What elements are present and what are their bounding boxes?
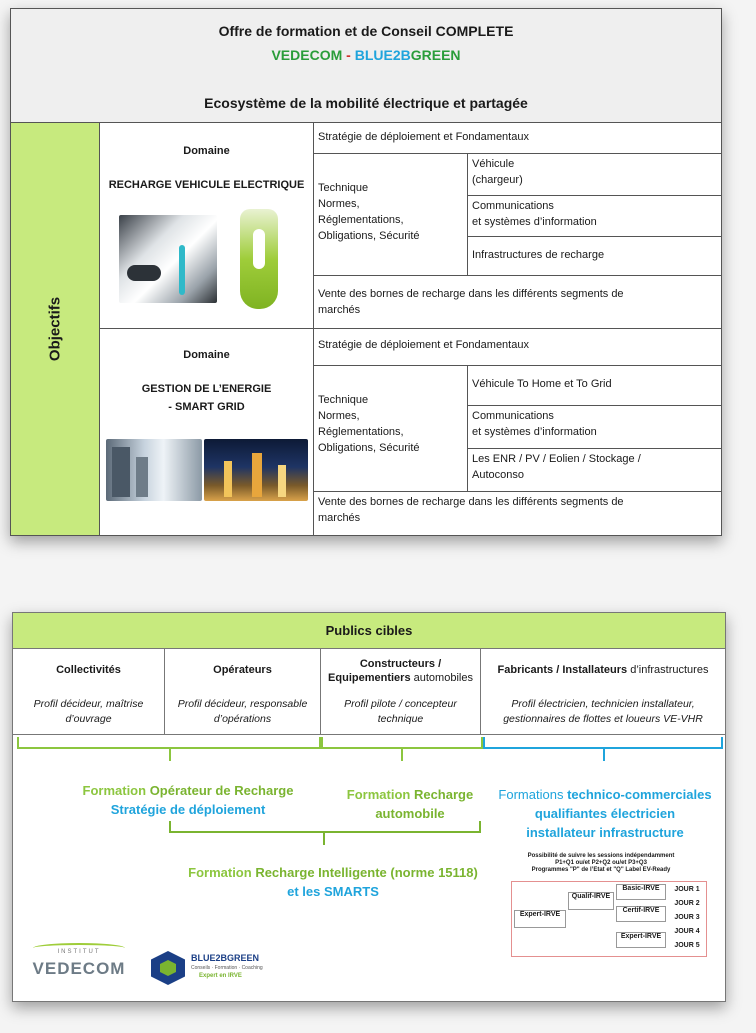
bracket-stem [169,749,171,761]
technique-line: Technique [318,182,369,194]
title-extra: d’infrastructures [627,664,709,676]
city-buildings-photo [106,439,202,501]
domain-label: Domaine [183,349,230,361]
profile-line: Profil décideur, responsable [177,698,308,710]
item-line: Communications [472,410,554,422]
note-line: Programmes "P" de l’Etat et "Q" Label EV-Ready [531,867,671,873]
session-note [519,853,683,874]
title-line: Fabricants / Installateurs [497,664,628,676]
jour-label: JOUR 3 [674,914,700,921]
charging-station-photo [240,209,278,309]
public-profile [165,697,320,727]
technique-cell [313,366,467,492]
session-basic: Basic-IRVE [616,884,666,900]
vente-line: marchés [318,304,361,316]
formation-text: Formations [498,787,568,802]
brand-green: GREEN [410,47,461,63]
item-line: (chargeur) [472,174,523,186]
formation-text: installateur infrastructure [526,825,684,840]
formation-text: Formation [82,783,150,798]
public-constructeurs [321,649,481,735]
domain-name: RECHARGE VEHICULE ELECTRIQUE [108,179,305,191]
bracket-intelligente [169,821,481,833]
profile-line: Profil pilote / concepteur [344,698,457,710]
strategie-cell: Stratégie de déploiement et Fondamentaux [313,123,721,154]
public-fabricants [481,649,725,735]
objectifs-column [11,123,100,535]
publics-card [12,612,726,1002]
brand-blue2b: BLUE2B [354,47,411,63]
title-line: Equipementiers [328,672,411,684]
vedecom-name: VEDECOM [32,959,126,978]
blue2b-name: BLUE2BGREEN [191,953,260,963]
public-title [481,663,725,677]
session-certif: Certif-IRVE [616,906,666,922]
brand-vedecom: VEDECOM [271,47,343,63]
vedecom-logo [23,939,135,991]
technique-line: Réglementations, [318,214,404,226]
session-expert-2: Expert-IRVE [616,932,666,948]
public-title [321,657,480,685]
item-cell [467,449,721,492]
technique-line: Technique [318,394,369,406]
vente-cell [313,492,721,535]
bracket-fabricants [483,737,723,749]
item-line: Véhicule [472,158,515,170]
technique-line: Réglementations, [318,426,404,438]
blue2b-sub: Conseils · Formation · Coaching [191,965,263,971]
profile-line: Profil décideur, maîtrise [33,698,144,710]
title-line: Constructeurs / [359,658,442,670]
jour-label: JOUR 2 [674,900,700,907]
formation-text: qualifiantes électricien [534,806,676,821]
offer-header [11,9,721,123]
formation-text: Formation [346,787,414,802]
vente-line: Vente des bornes de recharge dans les différents segments de [318,496,624,508]
formation-intelligente [163,863,503,901]
public-profile [13,697,164,727]
domain-name-line: - SMART GRID [168,401,245,413]
offer-title: Offre de formation et de Conseil COMPLETE [218,23,514,39]
formation-recharge-auto [335,785,485,823]
offer-subtitle: Ecosystème de la mobilité électrique et partagée [204,95,528,111]
profile-line: d’opérations [213,713,272,725]
technique-line: Normes, [318,198,360,210]
formation-text: technico-commerciales [567,787,712,802]
item-cell [467,154,721,196]
domain-name-line: GESTION DE L’ENERGIE [141,383,272,395]
blue2b-tag: Expert en IRVE [199,973,242,979]
item-cell [467,196,721,237]
formation-text: Formation [188,865,256,880]
item-line: Les ENR / PV / Eolien / Stockage / [472,453,641,465]
formation-text: Opérateur de Recharge [149,783,294,798]
profile-line: gestionnaires de flottes et loueurs VE-VHR [503,713,703,725]
item-line: et systèmes d’information [472,426,597,438]
item-line: Communications [472,200,554,212]
ev-car-charging-photo [119,215,217,303]
strategie-cell: Stratégie de déploiement et Fondamentaux [313,329,721,366]
public-title: Collectivités [56,664,121,676]
jour-label: JOUR 1 [674,886,700,893]
public-title: Opérateurs [213,664,272,676]
vente-line: Vente des bornes de recharge dans les différents segments de [318,288,624,300]
profile-line: technique [377,713,424,725]
jour-label: JOUR 5 [674,942,700,949]
offer-table-card [10,8,722,536]
vente-line: marchés [318,512,361,524]
formation-text: automobile [375,806,445,821]
formation-text: Recharge [413,787,474,802]
brand-separator: - [342,47,355,63]
formation-text: et les SMARTS [287,884,379,899]
formation-technico [483,785,727,842]
public-collectivites [13,649,165,735]
technique-cell [313,154,467,276]
domain-smart-grid [100,329,313,535]
hexagon-icon [151,951,185,985]
publics-title: Publics cibles [13,613,725,649]
item-line: Autoconso [472,469,524,481]
vente-cell [313,276,721,329]
public-profile [321,697,480,727]
jour-label: JOUR 4 [674,928,700,935]
session-schedule [511,881,707,957]
item-line: et systèmes d’information [472,216,597,228]
session-expert: Expert-IRVE [514,910,566,928]
objectifs-label: Objectifs [46,296,64,362]
bracket-stem [401,749,403,761]
note-line: Possibilité de suivre les sessions indépendamment [527,853,675,859]
session-qualif: Qualif-IRVE [568,892,614,910]
vedecom-top: INSTITUT [57,949,101,955]
bracket-stem [603,749,605,761]
blue2bgreen-logo [149,947,279,991]
formation-text: Recharge Intelligente (norme 15118) [255,865,478,880]
item-cell [467,237,721,276]
item-line: Véhicule To Home et To Grid [472,378,612,390]
bracket-constructeurs [321,737,483,749]
technique-line: Obligations, Sécurité [318,230,420,242]
item-line: Infrastructures de recharge [472,249,605,261]
bracket-collectivites-operateurs [17,737,321,749]
item-cell [467,406,721,449]
public-operateurs [165,649,321,735]
public-profile [481,697,725,727]
profile-line: Profil électricien, technicien installateur, [511,698,695,710]
profile-line: d’ouvrage [65,713,112,725]
note-line: P1+Q1 ou/et P2+Q2 ou/et P3+Q3 [555,860,647,866]
formation-operateur [53,781,323,819]
technique-line: Normes, [318,410,360,422]
formation-text: Stratégie de déploiement [110,802,266,817]
city-night-photo [204,439,308,501]
domain-label: Domaine [183,145,230,157]
technique-line: Obligations, Sécurité [318,442,420,454]
title-extra: automobiles [410,672,473,684]
bracket-stem [323,833,325,845]
item-cell [467,366,721,406]
brand-line [11,47,721,63]
domain-recharge [100,123,313,329]
